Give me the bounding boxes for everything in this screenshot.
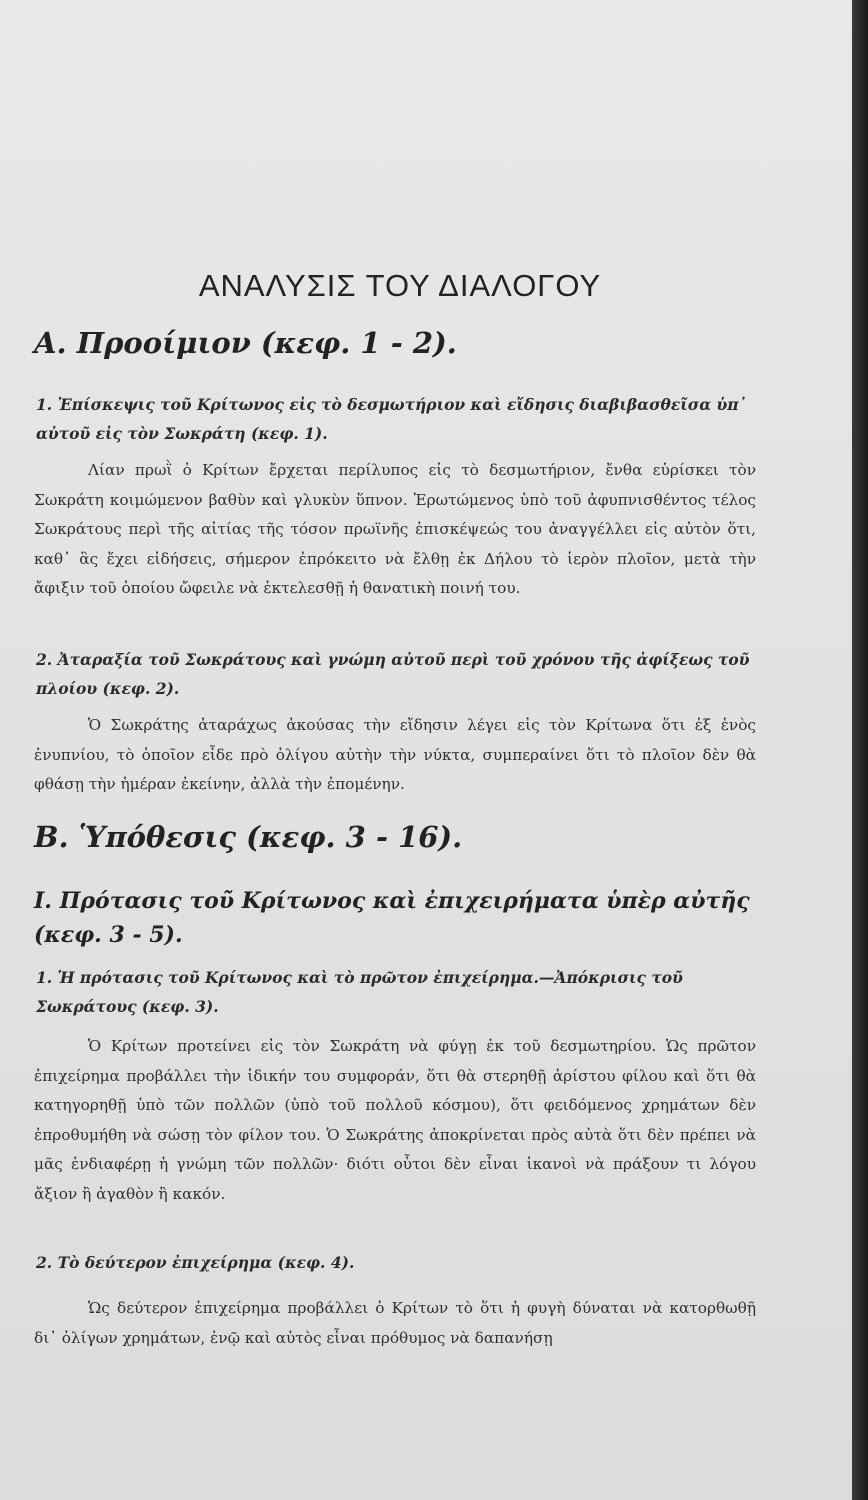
- section-a-heading: Α. Προοίμιον (κεφ. 1 - 2).: [34, 326, 457, 360]
- paragraph-a2: Ὁ Σωκράτης ἀταράχως ἀκούσας τὴν εἴδησιν λέγει εἰς τὸν Κρίτωνα ὅτι ἐξ ἑνὸς ἐνυπνίου, τὸ ὁποῖον εἶδε πρὸ ὀλίγου αὐτὴν τὴν νύκτα, συμπεραίνει ὅτι τὸ πλοῖον δὲν θὰ φθάσῃ τὴν ἡμέραν ἐκείνην, ἀλλὰ τὴν ἐπομένην.: [34, 716, 756, 793]
- subsection-heading-a2: 2. Ἀταραξία τοῦ Σωκράτους καὶ γνώμη αὐτοῦ περὶ τοῦ χρόνου τῆς ἀφίξεως τοῦ πλοίου (κεφ. 2).: [36, 650, 750, 698]
- page-title: ΑΝΑΛΥΣΙΣ ΤΟΥ ΔΙΑΛΟΓΟΥ: [198, 268, 602, 303]
- subsection-heading-b1: 1. Ἡ πρότασις τοῦ Κρίτωνος καὶ τὸ πρῶτον ἐπιχείρημα.—Ἀπόκρισις τοῦ Σωκράτους (κεφ. 3).: [36, 968, 683, 1016]
- paragraph-b2: Ὡς δεύτερον ἐπιχείρημα προβάλλει ὁ Κρίτων τὸ ὅτι ἡ φυγὴ δύναται νὰ κατορθωθῇ δι᾽ ὀλίγων χρημάτων, ἐνῷ καὶ αὐτὸς εἶναι πρόθυμος νὰ δαπανήσῃ: [34, 1299, 756, 1347]
- part-i-heading: I. Πρότασις τοῦ Κρίτωνος καὶ ἐπιχειρήματα ὑπὲρ αὐτῆς (κεφ. 3 - 5).: [34, 888, 750, 948]
- paragraph-b1: Ὁ Κρίτων προτείνει εἰς τὸν Σωκράτη νὰ φύγῃ ἐκ τοῦ δεσμωτηρίου. Ὡς πρῶτον ἐπιχείρημα προβάλλει τὴν ἰδικήν του συμφοράν, ὅτι θὰ στερηθῇ ἀρίστου φίλου καὶ ὅτι θὰ κατηγορηθῇ ὑπὸ τῶν πολλῶν (ὑπὸ τοῦ πολλοῦ κόσμου), ὅτι φειδόμενος χρημάτων δὲν ἐπροθυμήθη νὰ σώσῃ τὸν φίλον του. Ὁ Σωκράτης ἀποκρίνεται πρὸς αὐτὰ ὅτι δὲν πρέπει νὰ μᾶς ἐνδιαφέρῃ ἡ γνώμη τῶν πολλῶν· διότι οὗτοι δὲν εἶναι ἱκανοὶ νὰ πράξουν τι λόγου ἄξιον ἢ ἀγαθὸν ἢ κακόν.: [34, 1037, 756, 1203]
- subsection-heading-a1: 1. Ἐπίσκεψις τοῦ Κρίτωνος εἰς τὸ δεσμωτήριον καὶ εἴδησις διαβιβασθεῖσα ὑπ᾽ αὐτοῦ εἰς τὸν Σωκράτη (κεφ. 1).: [36, 395, 747, 443]
- page-edge-shadow: [852, 0, 868, 1500]
- section-b-heading: Β. Ὑπόθεσις (κεφ. 3 - 16).: [34, 820, 463, 854]
- paragraph-a1: Λίαν πρωῒ ὁ Κρίτων ἔρχεται περίλυπος εἰς τὸ δεσμωτήριον, ἔνθα εὑρίσκει τὸν Σωκράτη κοιμώμενον βαθὺν καὶ γλυκὺν ὕπνον. Ἐρωτώμενος ὑπὸ τοῦ ἀφυπνισθέντος τέλος Σωκράτους περὶ τῆς αἰτίας τῆς τόσον πρωϊνῆς ἐπισκέψεώς του ἀναγγέλλει εἰς αὐτὸν ὅτι, καθ᾽ ἃς ἔχει εἰδήσεις, σήμερον ἐπρόκειτο νὰ ἔλθῃ ἐκ Δήλου τὸ ἱερὸν πλοῖον, μετὰ τὴν ἄφιξιν τοῦ ὁποίου ὤφειλε νὰ ἐκτελεσθῇ ἡ θανατικὴ ποινή του.: [34, 461, 756, 597]
- subsection-heading-b2: 2. Τὸ δεύτερον ἐπιχείρημα (κεφ. 4).: [36, 1253, 355, 1272]
